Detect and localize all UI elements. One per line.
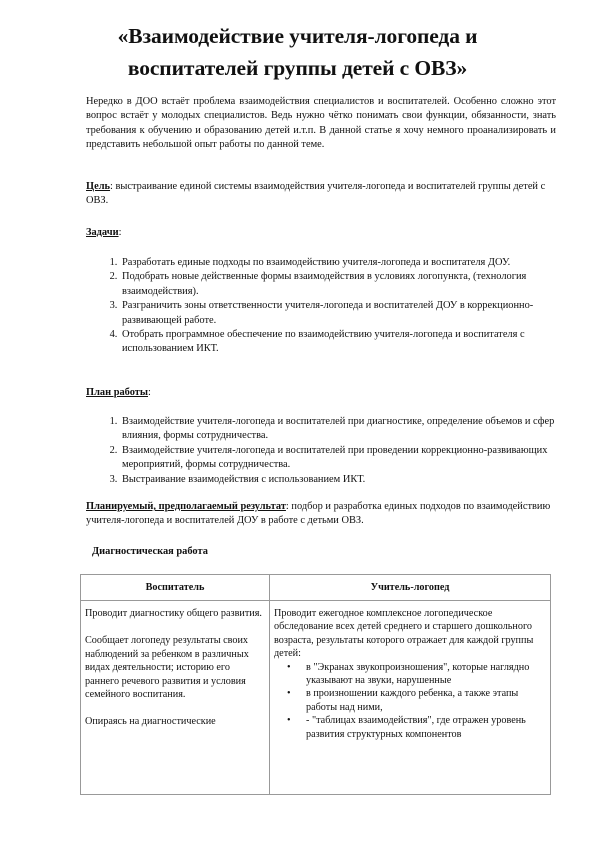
goal-paragraph	[86, 180, 556, 209]
plan-heading-label: План работы	[86, 387, 148, 398]
cell-paragraph: Проводит диагностику общего развития.	[85, 608, 262, 619]
bullet-icon: •	[287, 661, 291, 673]
table-header-speech-therapist: Учитель-логопед	[270, 575, 551, 601]
table-row	[81, 601, 551, 795]
cell-content	[85, 607, 265, 794]
table-cell-speech-therapist	[270, 601, 551, 795]
table-header-row	[81, 575, 551, 601]
list-item: 4. Отобрать программное обеспечение по взаимодействию учителя-логопеда и воспитателя с использованием ИКТ.	[120, 328, 556, 357]
list-item-text: в произношении каждого ребенка, а также этапы работы над ними,	[306, 688, 519, 713]
list-item: 3. Разграничить зоны ответственности учителя-логопеда и воспитателей ДОУ в коррекционно-развивающей работе.	[120, 299, 556, 328]
cell-paragraph: Проводит ежегодное комплексное логопедическое обследование всех детей среднего и старшего дошкольного возраста, результаты которого отражает для каждой группы детей:	[274, 608, 534, 660]
plan-heading	[86, 386, 556, 400]
diagnostics-table	[80, 574, 551, 795]
tasks-heading	[86, 226, 556, 240]
plan-heading-colon: :	[148, 387, 151, 398]
bullet-list	[274, 661, 546, 741]
bullet-icon: •	[287, 688, 291, 700]
result-label: Планируемый, предполагаемый результат	[86, 501, 286, 512]
goal-label: Цель	[86, 181, 111, 192]
tasks-list	[86, 256, 556, 357]
tasks-list-container	[86, 256, 556, 357]
list-item	[287, 661, 546, 688]
intro-paragraph: Нередко в ДОО встаёт проблема взаимодействия специалистов и воспитателей. Особенно сложно этот вопрос встаёт у молодых специалистов. Ведь нужно чётко понимать свои функции, обязанности, знать требования к обучению и образованию детей и.т.п. В данной статье я хочу немного проанализировать и представить небольшой опыт работы по данной теме.	[86, 96, 556, 151]
cell-paragraph: Сообщает логопеду результаты своих наблюдений за ребенком в различных видах деятельности; историю его раннего речевого развития и условия семейного воспитания.	[85, 635, 249, 701]
table-header-educator: Воспитатель	[81, 575, 270, 601]
page-title: «Взаимодействие учителя-логопеда и воспитателей группы детей с ОВЗ»	[117, 24, 478, 80]
list-item: 1. Взаимодействие учителя-логопеда и воспитателей при диагностике, определение объемов и сфер влияния, формы сотрудничества.	[120, 415, 556, 444]
cell-paragraph: Опираясь на диагностические	[85, 716, 216, 728]
cell-content	[274, 607, 546, 794]
table-cell-educator	[81, 601, 270, 795]
list-item-text: в "Экранах звукопроизношения", которые наглядно указывают на звуки, нарушенные	[306, 661, 530, 687]
plan-list	[86, 415, 556, 487]
list-item: 2. Взаимодействие учителя-логопеда и воспитателей при проведении коррекционно-развивающих мероприятий, формы сотрудничества.	[120, 444, 556, 473]
list-item	[287, 687, 546, 714]
goal-text: : выстраивание единой системы взаимодействия учителя-логопеда и воспитателей группы детей с ОВЗ.	[86, 181, 546, 207]
list-item: 1. Разработать единые подходы по взаимодействию учителя-логопеда и воспитателя ДОУ.	[120, 256, 556, 270]
bullet-icon: •	[287, 715, 291, 727]
list-item	[287, 714, 546, 741]
tasks-heading-label: Задачи	[86, 227, 119, 238]
list-item-text: - "таблицах взаимодействия", где отражен уровень развития структурных компонентов	[306, 715, 526, 740]
diagnostics-heading: Диагностическая работа	[92, 546, 208, 557]
list-item: 3. Выстраивание взаимодействия с использованием ИКТ.	[120, 473, 556, 487]
list-item: 2. Подобрать новые действенные формы взаимодействия в условиях логопункта, (технология взаимодействия).	[120, 270, 556, 299]
result-paragraph	[86, 500, 556, 529]
tasks-heading-colon: :	[118, 227, 122, 238]
result-text: : подбор и разработка единых подходов по взаимодействию учителя-логопеда и воспитателей ДОУ в работе с детьми ОВЗ.	[86, 501, 551, 527]
plan-list-container	[86, 415, 556, 487]
